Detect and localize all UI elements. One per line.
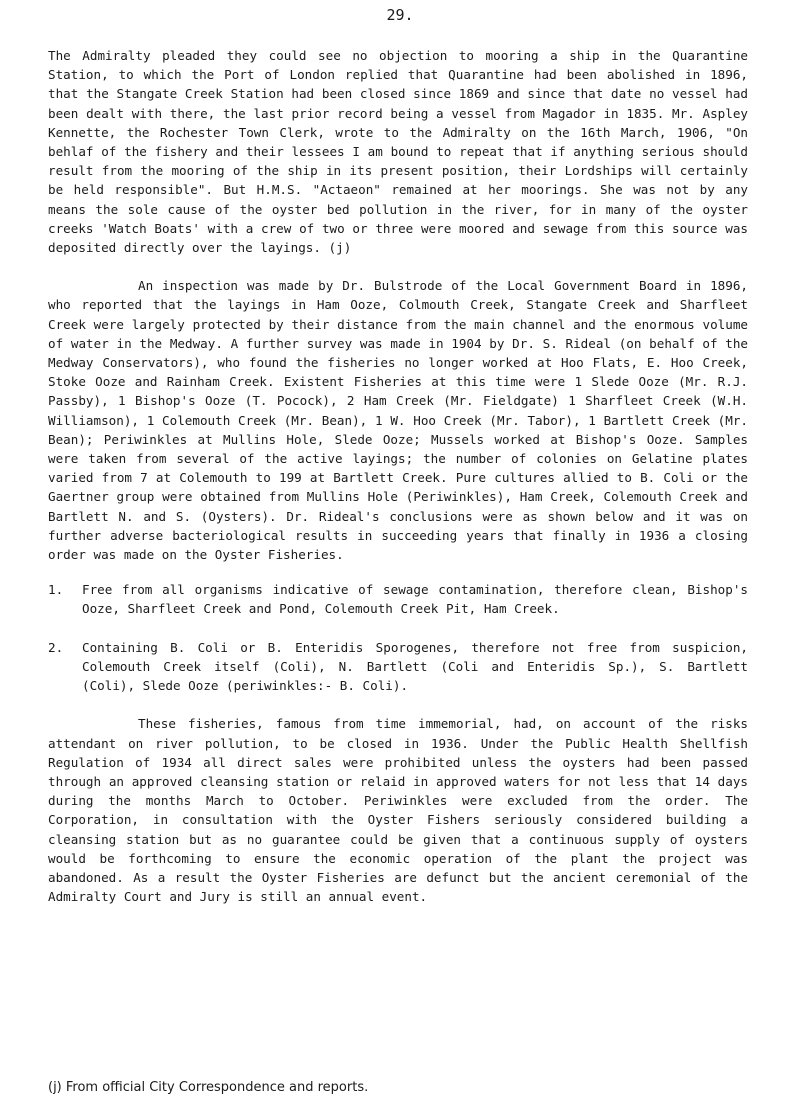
page-number: 29.	[386, 6, 414, 24]
list-item-text: Free from all organisms indicative of sewage contamination, therefore clean, Bishop's Ooze, Sharfleet Creek and Pond, Colemouth Creek Pit, Ham Creek.	[82, 582, 748, 617]
conclusions-list	[48, 580, 748, 695]
paragraph-inspection: An inspection was made by Dr. Bulstrode of the Local Government Board in 1896, who reported that the layings in Ham Ooze, Colmouth Creek, Stangate Creek and Sharfleet Creek were largely protected by their distance from the main channel and the enormous volume of water in the Medway. A further survey was made in 1904 by Dr. S. Rideal (on behalf of the Medway Conservators), who found the fisheries no longer worked at Hoo Flats, E. Hoo Creek, Stoke Ooze and Rainham Creek. Existent Fisheries at this time were 1 Slede Ooze (Mr. R.J. Passby), 1 Bishop's Ooze (T. Pocock), 2 Ham Creek (Mr. Fieldgate) 1 Sharfleet Creek (W.H. Williamson), 1 Colemouth Creek (Mr. Bean), 1 W. Hoo Creek (Mr. Tabor), 1 Bartlett Creek (Mr. Bean); Periwinkles at Mullins Hole, Slede Ooze; Mussels worked at Bishop's Ooze. Samples were taken from several of the active layings; the number of colonies on Gelatine plates varied from 7 at Colemouth to 199 at Bartlett Creek. Pure cultures allied to B. Coli or the Gaertner group were obtained from Mullins Hole (Periwinkles), Ham Creek, Colemouth Creek and Bartlett N. and S. (Oysters). Dr. Rideal's conclusions were as shown below and it was on further adverse bacteriological results in succeeding years that finally in 1936 a closing order was made on the Oyster Fisheries.	[48, 278, 748, 563]
paragraph-admiralty: The Admiralty pleaded they could see no objection to mooring a ship in the Quarantine Station, to which the Port of London replied that Quarantine had been abolished in 1896, that the Stangate Creek Station had been closed since 1869 and since that date no vessel had been dealt with there, the last prior record being a vessel from Magador in 1835. Mr. Aspley Kennette, the Rochester Town Clerk, wrote to the Admiralty on the 16th March, 1906, "On behlaf of the fishery and their lessees I am bound to repeat that if anything serious should result from the mooring of the ship in its present position, their Lordships will certainly be held responsible". But H.M.S. "Actaeon" remained at her moorings. She was not by any means the sole cause of the oyster bed pollution in the river, for in many of the oyster creeks 'Watch Boats' with a crew of two or three were moored and sewage from this source was deposited directly over the layings. (j)	[48, 48, 748, 256]
list-item-text: Containing B. Coli or B. Enteridis Sporogenes, therefore not free from suspicion, Colemouth Creek itself (Coli), N. Bartlett (Coli and Enteridis Sp.), S. Bartlett (Coli), Slede Ooze (periwinkles:- B. Coli).	[82, 639, 748, 694]
list-item-number: 2.	[48, 639, 64, 655]
list-item-number: 1.	[48, 582, 64, 598]
paragraph-closing: These fisheries, famous from time immemorial, had, on account of the risks attendant on river pollution, to be closed in 1936. Under the Public Health Shellfish Regulation of 1934 all direct sales were prohibited unless the oysters had been passed through an approved cleansing station or relaid in approved waters for not less that 14 days during the months March to October. Periwinkles were excluded from the order. The Corporation, in consultation with the Oyster Fishers seriously considered building a cleansing station but as no guarantee could be given that a continuous supply of oysters would be forthcoming to ensure the economic operation of the plant the project was abandoned. As a result the Oyster Fisheries are defunct but the ancient ceremonial of the Admiralty Court and Jury is still an annual event.	[48, 716, 748, 905]
document-body	[48, 46, 748, 906]
list-item	[48, 580, 748, 618]
footnote: (j) From official City Correspondence and reports.	[48, 1080, 369, 1095]
list-item	[48, 638, 748, 696]
